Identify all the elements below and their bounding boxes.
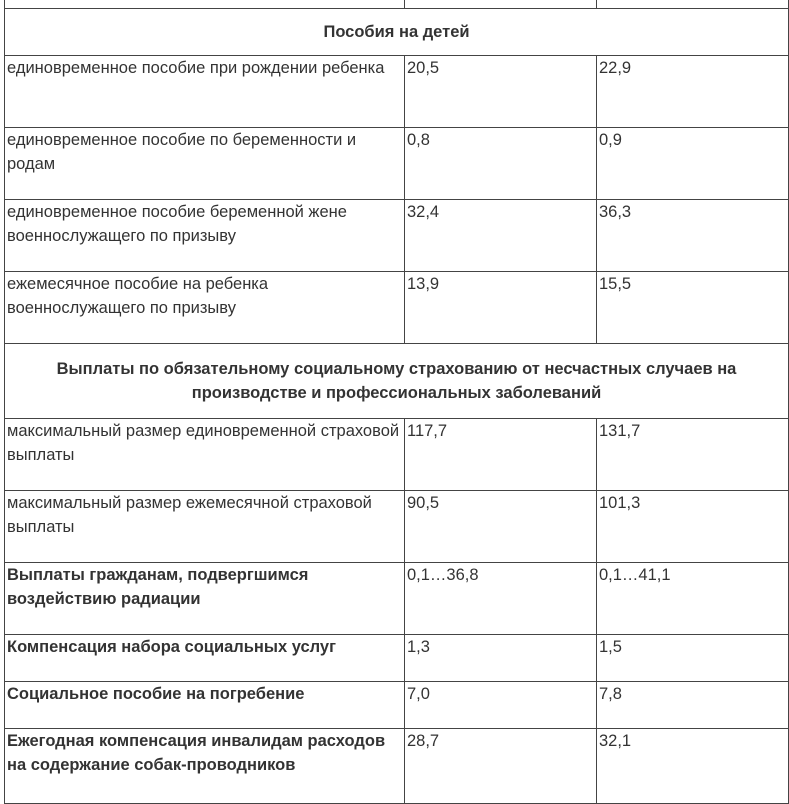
row-value-2: 1,5	[597, 635, 789, 682]
row-label: максимальный размер ежемесячной страховой выплаты	[5, 491, 405, 563]
row-value-1: 0,1…36,8	[405, 563, 597, 635]
row-value-1: 90,5	[405, 491, 597, 563]
row-value-1: 117,7	[405, 419, 597, 491]
row-label: Социальное пособие на погребение	[5, 682, 405, 729]
row-label: Выплаты гражданам, подвергшимся воздействию радиации	[5, 563, 405, 635]
row-label: Ежегодная компенсация инвалидам расходов на содержание собак-проводников	[5, 729, 405, 804]
row-label: единовременное пособие беременной жене военнослужащего по призыву	[5, 200, 405, 272]
row-value-1: 32,4	[405, 200, 597, 272]
row-value-1: 1,3	[405, 635, 597, 682]
table-row-stub	[5, 0, 789, 9]
row-value-1: 13,9	[405, 272, 597, 344]
table-row	[5, 200, 789, 272]
section-title: Выплаты по обязательному социальному страхованию от несчастных случаев на производстве и профессиональных заболеваний	[5, 344, 789, 419]
row-value-2: 0,9	[597, 128, 789, 200]
row-value-2: 32,1	[597, 729, 789, 804]
table-row	[5, 682, 789, 729]
row-value-2: 36,3	[597, 200, 789, 272]
row-label: максимальный размер единовременной страховой выплаты	[5, 419, 405, 491]
table-row	[5, 272, 789, 344]
benefits-table	[4, 0, 789, 804]
row-label: Компенсация набора социальных услуг	[5, 635, 405, 682]
table-row	[5, 563, 789, 635]
section-title: Пособия на детей	[5, 9, 789, 56]
row-value-2: 101,3	[597, 491, 789, 563]
row-value-2: 22,9	[597, 56, 789, 128]
table-row	[5, 729, 789, 804]
section-header-insurance-payments	[5, 344, 789, 419]
row-label: единовременное пособие при рождении ребенка	[5, 56, 405, 128]
row-value-1: 28,7	[405, 729, 597, 804]
row-value-2: 0,1…41,1	[597, 563, 789, 635]
row-label: ежемесячное пособие на ребенка военнослужащего по призыву	[5, 272, 405, 344]
row-value-1: 0,8	[405, 128, 597, 200]
row-value-1: 7,0	[405, 682, 597, 729]
table-row	[5, 635, 789, 682]
row-label: единовременное пособие по беременности и родам	[5, 128, 405, 200]
table-row	[5, 128, 789, 200]
row-value-2: 131,7	[597, 419, 789, 491]
section-header-child-benefits	[5, 9, 789, 56]
table-row	[5, 491, 789, 563]
row-value-2: 15,5	[597, 272, 789, 344]
row-value-1: 20,5	[405, 56, 597, 128]
table-row	[5, 56, 789, 128]
row-value-2: 7,8	[597, 682, 789, 729]
table-row	[5, 419, 789, 491]
